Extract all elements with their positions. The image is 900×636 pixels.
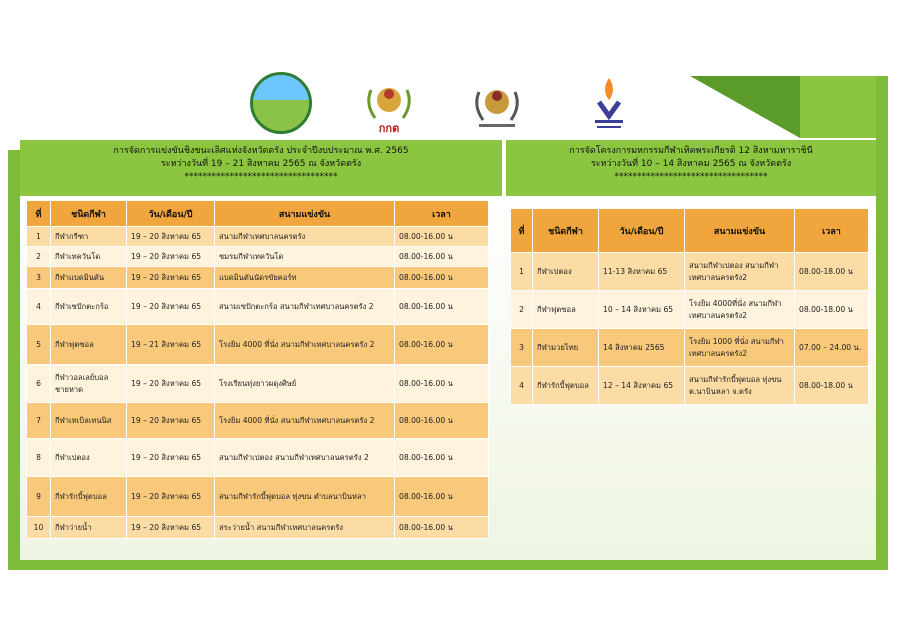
row-sport: กีฬารักบี้ฟุตบอล — [51, 477, 127, 517]
table-row — [511, 367, 869, 405]
table-row — [511, 329, 869, 367]
row-no: 9 — [27, 477, 51, 517]
header-sport: ชนิดกีฬา — [533, 209, 599, 253]
trang-province-logo — [250, 72, 312, 134]
row-sport: กีฬาเปตอง — [51, 439, 127, 477]
row-sport: กีฬาฟุตซอล — [51, 325, 127, 365]
left-panel-title: การจัดการแข่งขันชิงชนะเลิศแห่งจังหวัดตรัง ประจำปีงบประมาณ พ.ศ. 2565 — [113, 146, 409, 156]
table-row — [27, 517, 489, 539]
row-venue: สระว่ายน้ำ สนามกีฬาเทศบาลนครตรัง — [215, 517, 395, 539]
row-sport: กีฬาเทควันโด — [51, 247, 127, 267]
row-date: 14 สิงหาคม 2565 — [599, 329, 685, 367]
table-row — [27, 227, 489, 247]
row-venue: สนามกีฬาเปตอง สนามกีฬาเทศบาลนครตรัง 2 — [215, 439, 395, 477]
right-panel-header — [506, 140, 876, 196]
row-time: 08.00-18.00 น — [795, 367, 869, 405]
row-sport: กีฬาเปตอง — [533, 253, 599, 291]
green-frame-bottom — [8, 560, 888, 570]
left-panel-date-range: ระหว่างวันที่ 19 – 21 สิงหาคม 2565 ณ จังหวัดตรัง — [160, 159, 362, 169]
row-no: 3 — [511, 329, 533, 367]
table-row — [27, 439, 489, 477]
row-sport: กีฬาฟุตซอล — [533, 291, 599, 329]
row-venue: โรงเรียนทุ่งยาวผดุงศิษย์ — [215, 365, 395, 403]
right-schedule-table — [510, 208, 869, 405]
row-no: 1 — [27, 227, 51, 247]
row-date: 19 – 20 สิงหาคม 65 — [127, 517, 215, 539]
row-no: 7 — [27, 403, 51, 439]
header-time: เวลา — [395, 201, 489, 227]
table-row — [27, 365, 489, 403]
header-venue: สนามแข่งขัน — [685, 209, 795, 253]
row-venue: สนามกีฬารักบี้ฟุตบอล ทุ่งขน ต.นาบินหลา จ.ตรัง — [685, 367, 795, 405]
row-venue: สนามกีฬาเปตอง สนามกีฬาเทศบาลนครตรัง2 — [685, 253, 795, 291]
sports-authority-logo — [358, 72, 420, 134]
header-no: ที่ — [511, 209, 533, 253]
row-time: 08.00-16.00 น — [395, 325, 489, 365]
row-no: 10 — [27, 517, 51, 539]
row-no: 6 — [27, 365, 51, 403]
row-date: 19 – 20 สิงหาคม 65 — [127, 247, 215, 267]
sports-fund-logo — [578, 72, 640, 134]
row-no: 8 — [27, 439, 51, 477]
green-frame-right — [876, 76, 888, 570]
row-date: 19 – 20 สิงหาคม 65 — [127, 477, 215, 517]
row-sport: กีฬากรีฑา — [51, 227, 127, 247]
row-date: 10 – 14 สิงหาคม 65 — [599, 291, 685, 329]
header-sport: ชนิดกีฬา — [51, 201, 127, 227]
row-time: 08.00-16.00 น — [395, 247, 489, 267]
table-row — [511, 253, 869, 291]
row-date: 19 – 20 สิงหาคม 65 — [127, 439, 215, 477]
row-sport: กีฬาแบดมินตัน — [51, 267, 127, 289]
header-time: เวลา — [795, 209, 869, 253]
table-row — [27, 325, 489, 365]
row-no: 1 — [511, 253, 533, 291]
row-date: 11-13 สิงหาคม 65 — [599, 253, 685, 291]
row-sport: กีฬาเซปักตะกร้อ — [51, 289, 127, 325]
row-date: 12 – 14 สิงหาคม 65 — [599, 367, 685, 405]
table-row — [27, 289, 489, 325]
header-venue: สนามแข่งขัน — [215, 201, 395, 227]
row-sport: กีฬามวยไทย — [533, 329, 599, 367]
row-sport: กีฬาวอลเลย์บอลชายหาด — [51, 365, 127, 403]
row-venue: โรงยิม 4000 ที่นั่ง สนามกีฬาเทศบาลนครตรัง 2 — [215, 403, 395, 439]
row-venue: ชมรมกีฬาเทควันโด — [215, 247, 395, 267]
table-row — [511, 291, 869, 329]
table-row — [27, 477, 489, 517]
row-date: 19 – 20 สิงหาคม 65 — [127, 403, 215, 439]
header-date: วัน/เดือน/ปี — [127, 201, 215, 227]
row-venue: สนามเซปักตะกร้อ สนามกีฬาเทศบาลนครตรัง 2 — [215, 289, 395, 325]
row-date: 19 – 20 สิงหาคม 65 — [127, 289, 215, 325]
row-time: 08.00-16.00 น — [395, 365, 489, 403]
row-sport: กีฬาเทเบิลเทนนิส — [51, 403, 127, 439]
row-venue: แบดมินตันนัดรขัยคอร์ท — [215, 267, 395, 289]
row-no: 2 — [27, 247, 51, 267]
row-no: 4 — [511, 367, 533, 405]
row-time: 07.00 – 24.00 น. — [795, 329, 869, 367]
table-row — [27, 247, 489, 267]
left-panel-header — [20, 140, 502, 196]
row-venue: สนามกีฬาเทศบาลนครตรัง — [215, 227, 395, 247]
row-time: 08.00-16.00 น — [395, 289, 489, 325]
row-time: 08.00-16.00 น — [395, 477, 489, 517]
row-no: 2 — [511, 291, 533, 329]
row-time: 08.00-16.00 น — [395, 403, 489, 439]
decorative-triangle — [690, 76, 800, 138]
row-venue: สนามกีฬารักบี้ฟุตบอล ทุ่งขน ตำบลนาบินหลา — [215, 477, 395, 517]
logo-text: กกต — [378, 122, 400, 134]
left-schedule-table — [26, 200, 489, 539]
table-row — [27, 403, 489, 439]
row-venue: โรงยิม 1000 ที่นั่ง สนามกีฬาเทศบาลนครตรัง2 — [685, 329, 795, 367]
row-venue: โรงยิม 4000 ที่นั่ง สนามกีฬาเทศบาลนครตรัง 2 — [215, 325, 395, 365]
header-no: ที่ — [27, 201, 51, 227]
row-time: 08.00-16.00 น — [395, 517, 489, 539]
row-sport: กีฬารักบี้ฟุตบอล — [533, 367, 599, 405]
green-frame-left — [8, 150, 20, 570]
decorative-block — [800, 76, 876, 138]
table-row — [27, 267, 489, 289]
row-no: 5 — [27, 325, 51, 365]
row-time: 08.00-18.00 น — [795, 253, 869, 291]
right-panel-divider: ********************************** — [614, 172, 768, 182]
left-panel-divider: ********************************** — [184, 172, 338, 182]
row-date: 19 – 20 สิงหาคม 65 — [127, 267, 215, 289]
right-panel-title: การจัดโครงการมหกรรมกีฬาเทิดพระเกียรติ 12 สิงหามหาราชินี — [569, 146, 813, 156]
right-panel-date-range: ระหว่างวันที่ 10 – 14 สิงหาคม 2565 ณ จังหวัดตรัง — [590, 159, 792, 169]
row-date: 19 – 20 สิงหาคม 65 — [127, 227, 215, 247]
header-date: วัน/เดือน/ปี — [599, 209, 685, 253]
row-no: 3 — [27, 267, 51, 289]
row-time: 08.00-18.00 น — [795, 291, 869, 329]
row-time: 08.00-16.00 น — [395, 227, 489, 247]
row-date: 19 – 20 สิงหาคม 65 — [127, 365, 215, 403]
row-sport: กีฬาว่ายน้ำ — [51, 517, 127, 539]
row-venue: โรงยิม 4000ที่นั่ง สนามกีฬาเทศบาลนครตรัง2 — [685, 291, 795, 329]
ministry-logo — [466, 72, 528, 134]
row-time: 08.00-16.00 น — [395, 267, 489, 289]
row-time: 08.00-16.00 น — [395, 439, 489, 477]
row-no: 4 — [27, 289, 51, 325]
row-date: 19 – 21 สิงหาคม 65 — [127, 325, 215, 365]
